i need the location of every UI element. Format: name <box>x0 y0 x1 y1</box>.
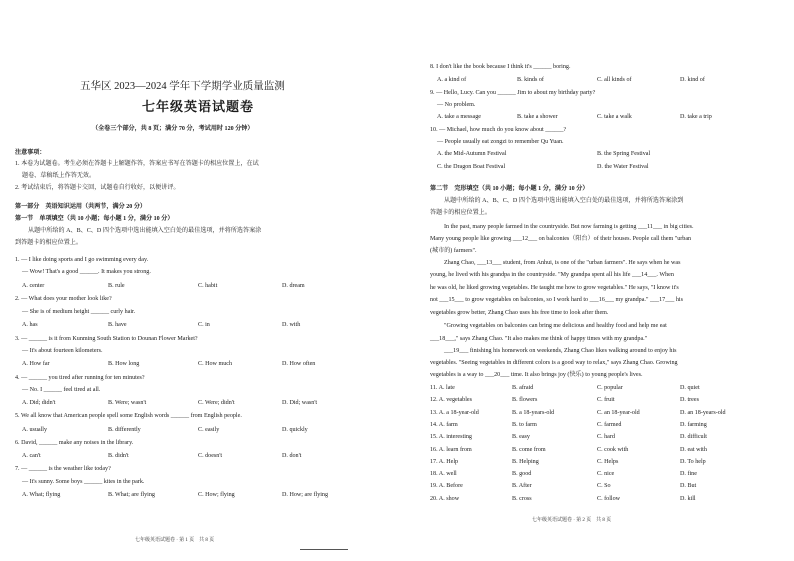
question-1-stem-1: 1. — I like doing sports and I go swimming every day. <box>15 257 149 263</box>
cloze-q18-option-d: D. fine <box>680 471 697 478</box>
note-line-2: 题卷、草稿纸上作答无效。 <box>22 173 96 179</box>
cloze-q18-option-c: C. nice <box>597 471 615 478</box>
cloze-q19-option-c: C. So <box>597 483 611 490</box>
q8-option-c: C. all kinds of <box>597 77 632 83</box>
right-page <box>397 0 794 561</box>
q6-option-d: D. don't <box>282 453 302 459</box>
q7-option-b: B. What; are flying <box>108 492 155 498</box>
passage-line-12: vegetables. "Seeing vegetables in different colors is a good way to relax," says Zhang Chao. Growing <box>430 360 678 366</box>
cloze-q14-option-c: C. farmed <box>597 421 622 428</box>
note-line-3: 2. 考试结束后，将答题卡交回，试题卷自行收好，以便讲评。 <box>15 185 180 191</box>
cloze-q14-option-a: 14. A. farm <box>430 421 458 428</box>
question-4-stem-1: 4. — ______ you tired after running for ten minutes? <box>15 375 145 381</box>
passage-line-3: (城市的) farmers". <box>430 248 477 254</box>
cloze-q14-option-d: D. farming <box>680 421 707 428</box>
cloze-q16-option-b: B. come from <box>512 446 546 453</box>
q4-option-a: A. Did; didn't <box>22 400 56 406</box>
q9-option-d: D. take a trip <box>680 114 712 120</box>
q2-option-b: B. have <box>108 322 127 328</box>
q5-option-b: B. differently <box>108 427 141 433</box>
q5-option-c: C. easily <box>198 427 220 433</box>
passage-line-4: Zhang Chao, ___13___ student, from Anhui, is one of the "urban farmers". He says when he was <box>444 260 681 266</box>
q8-option-d: D. kind of <box>680 77 705 83</box>
cloze-q11-option-d: D. quiet <box>680 385 700 391</box>
question-3-stem-1: 3. — ______ is it from Kunming South Station to Dounan Flower Market? <box>15 336 198 342</box>
passage-line-10: ___18___," says Zhang Chao. "It also makes me think of happy times with my grandpa." <box>430 336 648 342</box>
cloze-q16-option-a: 16. A. learn from <box>430 446 472 453</box>
q9-option-b: B. take a shower <box>517 114 558 120</box>
question-8-stem-1: 8. I don't like the book because I think it's ______ boring. <box>430 64 571 70</box>
section2-instruction-2: 答题卡的相应位置上。 <box>430 210 491 216</box>
q6-option-a: A. can't <box>22 453 41 459</box>
cloze-q19-option-b: B. After <box>512 483 532 490</box>
passage-line-1: In the past, many people farmed in the countryside. But now farming is getting ___11___ in big cities. <box>444 224 694 230</box>
q3-option-a: A. How far <box>22 361 50 367</box>
cloze-q20-option-a: 20. A. show <box>430 495 460 502</box>
question-10-stem-1: 10. — Michael, how much do you know about ______? <box>430 127 567 133</box>
q7-option-a: A. What; flying <box>22 492 61 498</box>
cloze-q15-option-c: C. hard <box>597 434 615 441</box>
q7-option-c: C. How; flying <box>198 492 235 498</box>
q1-option-b: B. rule <box>108 283 125 289</box>
q10-option-c: C. the Dragon Boat Festival <box>437 164 506 170</box>
passage-line-5: young, he lived with his grandpa in the countryside. "My grandpa spent all his life ___14___. When <box>430 272 674 278</box>
q3-option-d: D. How often <box>282 361 316 367</box>
q1-option-a: A. center <box>22 283 45 289</box>
q9-option-a: A. take a message <box>437 114 481 120</box>
question-9-stem-2: — No problem. <box>437 102 476 108</box>
section1-instruction-2: 到答题卡的相应位置上。 <box>15 240 83 246</box>
cloze-q12-option-c: C. fruit <box>597 397 615 404</box>
q10-option-a: A. the Mid-Autumn Festival <box>437 151 507 157</box>
cloze-q13-option-b: B. a 18-years-old <box>512 409 555 416</box>
cloze-q11-option-c: C. popular <box>597 385 623 391</box>
cloze-q12-option-d: D. trees <box>680 397 699 404</box>
cloze-q15-option-b: B. easy <box>512 434 530 441</box>
passage-line-6: he was old, he liked growing vegetables. He taught me how to grow vegetables." He says, "I know it's <box>430 285 679 291</box>
question-6-stem-1: 6. David, ______ make any noises in the library. <box>15 440 134 446</box>
cloze-q20-option-b: B. cross <box>512 495 532 502</box>
cloze-q15-option-d: D. difficult <box>680 434 707 441</box>
question-7-stem-2: — It's sunny. Some boys ______ kites in the park. <box>22 479 145 485</box>
q3-option-c: C. How much <box>198 361 233 367</box>
page-footer-right: 七年级英语试题卷 · 第 2 页 共 8 页 <box>532 518 612 523</box>
q4-option-c: C. Were; didn't <box>198 400 235 406</box>
q10-option-b: B. the Spring Festival <box>597 151 651 157</box>
q2-option-a: A. has <box>22 322 38 328</box>
cloze-q18-option-a: 18. A. well <box>430 471 457 478</box>
q6-option-c: C. doesn't <box>198 453 223 459</box>
cloze-q11-option-b: B. afraid <box>512 385 534 391</box>
question-4-stem-2: — No. I ______ feel tired at all. <box>22 387 101 393</box>
question-2-stem-2: — She is of medium height ______ curly hair. <box>22 309 136 315</box>
cloze-q16-option-d: D. eat with <box>680 446 707 453</box>
question-3-stem-2: — It's about fourteen kilometers. <box>22 348 103 354</box>
passage-line-2: Many young people like growing ___12___ on balconies（阳台）of their houses. People call them "urban <box>430 236 692 242</box>
cloze-q12-option-b: B. flowers <box>512 397 538 404</box>
question-7-stem-1: 7. — ______ is the weather like today? <box>15 466 111 472</box>
section1-instruction-1: 从题中所给的 A、B、C、D 四个选项中选出能填入空白处的最佳选项，并将所选答案涂 <box>28 228 262 234</box>
q8-option-b: B. kinds of <box>517 77 544 83</box>
q10-option-d: D. the Water Festival <box>597 164 649 170</box>
cloze-q20-option-d: D. kill <box>680 495 696 502</box>
passage-line-11: ___19___ finishing his homework on weekends, Zhang Chao likes walking around to enjoy his <box>444 348 677 354</box>
cloze-q16-option-c: C. cook with <box>597 446 629 453</box>
q7-option-d: D. How; are flying <box>282 492 329 498</box>
cloze-q17-option-d: D. To help <box>680 458 706 465</box>
cloze-q19-option-a: 19. A. Before <box>430 483 463 490</box>
passage-line-9: "Growing vegetables on balconies can bring me delicious and healthy food and help me eat <box>444 323 667 329</box>
q4-option-d: D. Did; wasn't <box>282 400 318 406</box>
exam-subtitle: 七年级英语试题卷 <box>142 99 255 114</box>
q1-option-d: D. dream <box>282 283 305 289</box>
q3-option-b: B. How long <box>108 361 140 367</box>
section2-instruction-1: 从题中所给的 A、B、C、D 四个选项中选出能填入空白处的最佳选项，并将所选答案涂到 <box>444 198 684 204</box>
exam-info: （全卷三个部分，共 8 页；满分 70 分，考试用时 120 分钟） <box>92 126 254 132</box>
q8-option-a: A. a kind of <box>437 77 467 83</box>
section2-heading: 第二节 完形填空（共 10 小题；每小题 1 分，满分 10 分） <box>430 186 589 192</box>
passage-line-7: not ___15___ to grow vegetables on balconies, so I work hard to ___16___ my grandpa." ___17___ his <box>430 297 683 303</box>
question-1-stem-2: — Wow! That's a good ______. It makes you strong. <box>22 269 151 275</box>
cloze-q20-option-c: C. follow <box>597 495 621 502</box>
cloze-q13-option-c: C. an 18-year-old <box>597 409 640 416</box>
part1-heading: 第一部分 英语知识运用（共两节，满分 20 分） <box>15 204 147 210</box>
q2-option-d: D. with <box>282 322 301 328</box>
q2-option-c: C. in <box>198 322 210 328</box>
cloze-q12-option-a: 12. A. vegetables <box>430 397 472 404</box>
question-5-stem-1: 5. We all know that American people spell some English words ______ from English people. <box>15 413 242 419</box>
q6-option-b: B. didn't <box>108 453 129 459</box>
cloze-q17-option-a: 17. A. Help <box>430 458 459 465</box>
bottom-divider <box>300 549 348 550</box>
question-9-stem-1: 9. — Hello, Lucy. Can you ______ Jim to about my birthday party? <box>430 90 596 96</box>
cloze-q13-option-d: D. an 18-years-old <box>680 409 726 416</box>
page-footer-left: 七年级英语试题卷 · 第 1 页 共 8 页 <box>135 538 215 543</box>
passage-line-13: vegetables is a way to ___20___ time. It also brings joy (快乐) to young people's lives. <box>430 372 643 378</box>
q4-option-b: B. Were; wasn't <box>108 400 147 406</box>
q5-option-a: A. usually <box>22 427 48 433</box>
notes-heading: 注意事项： <box>15 150 46 156</box>
cloze-q15-option-a: 15. A. interesting <box>430 434 472 441</box>
question-10-stem-2: — People usually eat zongzi to remember Qu Yuan. <box>437 139 564 145</box>
cloze-q14-option-b: B. to farm <box>512 421 537 428</box>
exam-title: 五华区 2023—2024 学年下学期学业质量监测 <box>80 81 285 92</box>
q9-option-c: C. take a walk <box>597 114 632 120</box>
q1-option-c: C. habit <box>198 283 218 289</box>
cloze-q17-option-c: C. Helps <box>597 458 619 465</box>
passage-line-8: vegetables grow better, Zhang Chao uses his free time to look after them. <box>430 310 609 316</box>
note-line-1: 1. 本卷为试题卷。考生必须在答题卡上解题作答，答案应书写在答题卡的相应位置上，在试 <box>15 161 259 167</box>
cloze-q13-option-a: 13. A. a 18-year-old <box>430 409 479 416</box>
question-2-stem-1: 2. — What does your mother look like? <box>15 296 112 302</box>
q5-option-d: D. quickly <box>282 427 308 433</box>
cloze-q11-option-a: 11. A. late <box>430 385 455 391</box>
cloze-q18-option-b: B. good <box>512 471 532 478</box>
cloze-q17-option-b: B. Helping <box>512 458 539 465</box>
cloze-q19-option-d: D. But <box>680 483 697 490</box>
section1-heading: 第一节 单项填空（共 10 小题；每小题 1 分，满分 10 分） <box>15 216 174 222</box>
